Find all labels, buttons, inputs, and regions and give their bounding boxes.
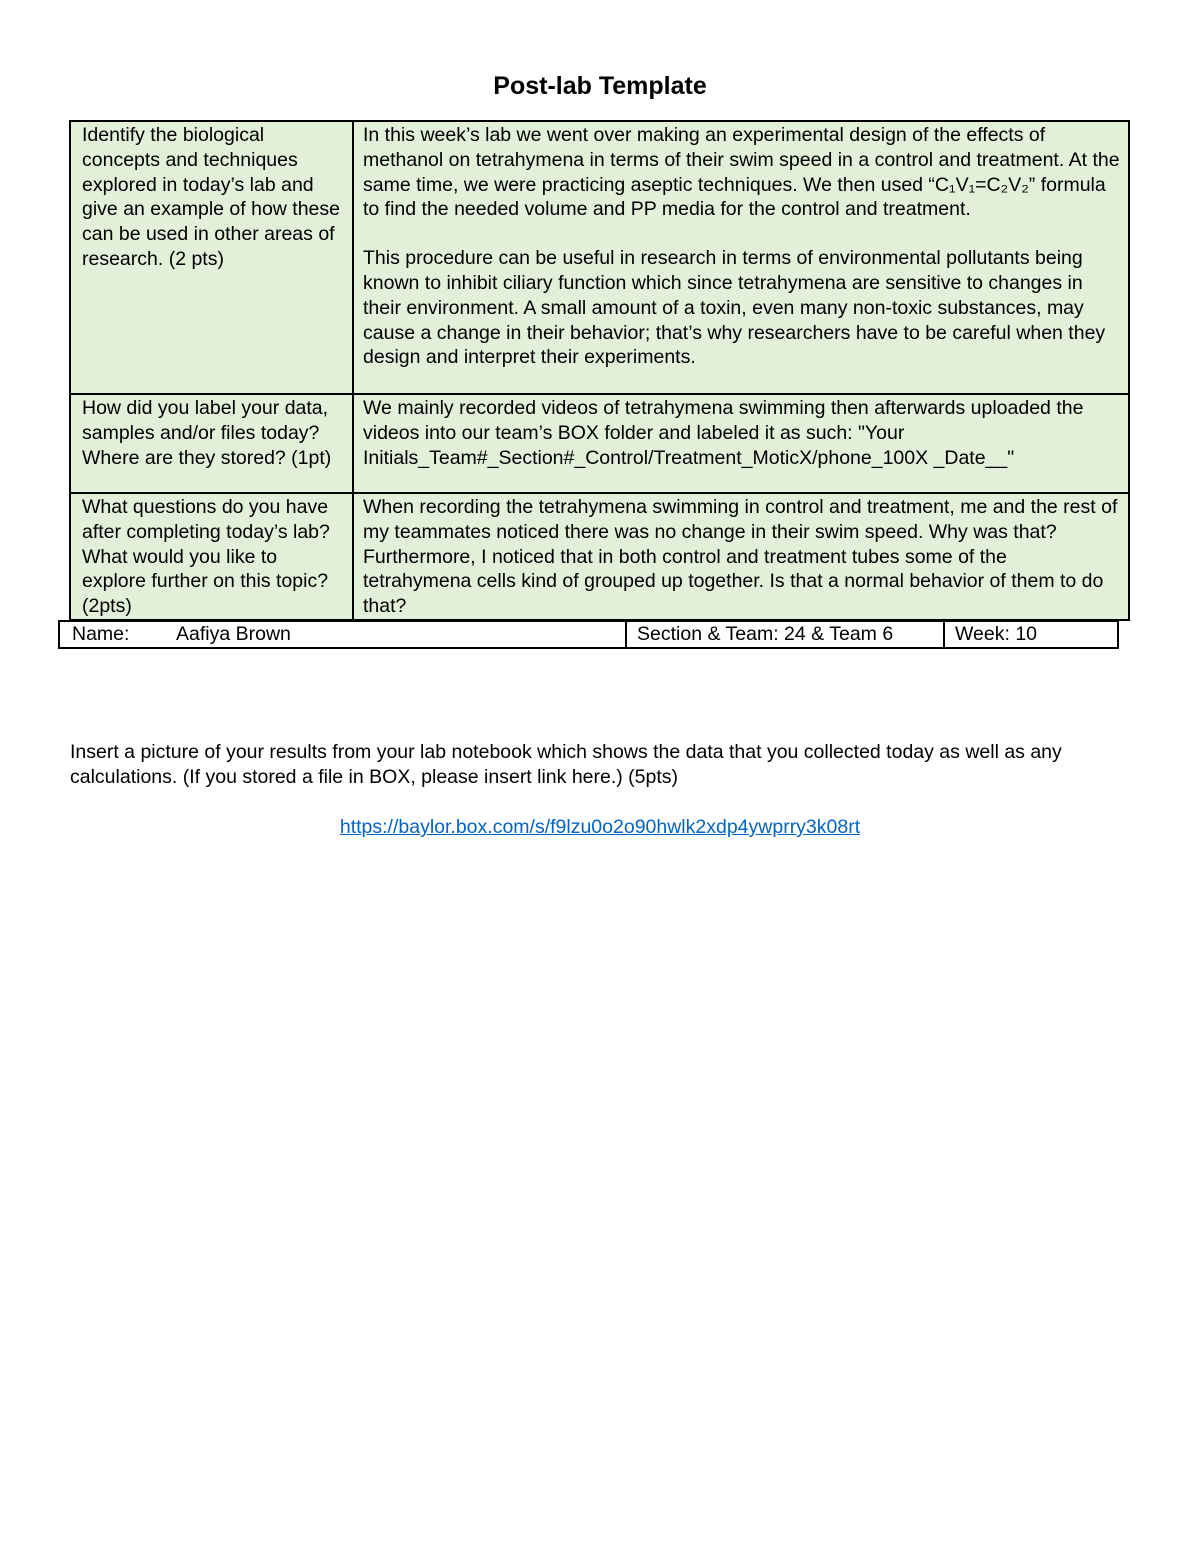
question-cell: Identify the biological concepts and techniques explored in today’s lab and give an example of how these can be used in other areas of research. (2 pts) [70,121,353,394]
box-link-container [0,815,1200,839]
answer-paragraph: This procedure can be useful in research in terms of environmental pollutants being known to inhibit ciliary function which since tetrahymena are sensitive to changes in their environment. A small amount of a toxin, even many non-toxic substances, may cause a change in their behavior; that’s why researchers have to be careful when they design and interpret their experiments. [363,247,1106,369]
answer-cell[interactable] [353,493,1129,620]
answer-paragraph: In this week’s lab we went over making an experimental design of the effects of methanol on tetrahymena in terms of their swim speed in a control and treatment. At the same time, we were practicing aseptic techniques. We then used “C₁V₁=C₂V₂” formula to find the needed volume and PP media for the control and treatment. [363,124,1120,221]
questions-table [69,120,1130,621]
table-row [70,493,1129,620]
name-field[interactable] [60,622,627,647]
answer-paragraph: When recording the tetrahymena swimming in control and treatment, me and the rest of my teammates noticed there was no change in their swim speed. Why was that? Furthermore, I noticed that in both control and treatment tubes some of the tetrahymena cells kind of grouped up together. Is that a normal behavior of them to do that? [363,496,1118,618]
question-cell: What questions do you have after completing today’s lab? What would you like to explore further on this topic? (2pts) [70,493,353,620]
table-row [70,394,1129,493]
student-info-bar [58,620,1119,649]
answer-paragraph: We mainly recorded videos of tetrahymena swimming then afterwards uploaded the videos into our team’s BOX folder and labeled it as such: "Your Initials_Team#_Section#_Control/Treatment_MoticX/phone_100X _Date__" [363,397,1084,469]
week-field[interactable]: Week: 10 [955,623,1038,645]
name-value: Aafiya Brown [176,623,291,645]
section-team-field[interactable]: Section & Team: 24 & Team 6 [627,622,945,647]
answer-cell[interactable] [353,121,1129,394]
table-row [70,121,1129,394]
question-cell: How did you label your data, samples and/or files today? Where are they stored? (1pt) [70,394,353,493]
results-instructions: Insert a picture of your results from your lab notebook which shows the data that you collected today as well as any calculations. (If you stored a file in BOX, please insert link here.) (5pts) [70,741,1062,788]
name-label: Name: [72,623,130,645]
box-link[interactable]: https://baylor.box.com/s/f9lzu0o2o90hwlk2xdp4ywprry3k08rt [339,816,861,838]
answer-cell[interactable] [353,394,1129,493]
page-title: Post-lab Template [493,72,707,100]
